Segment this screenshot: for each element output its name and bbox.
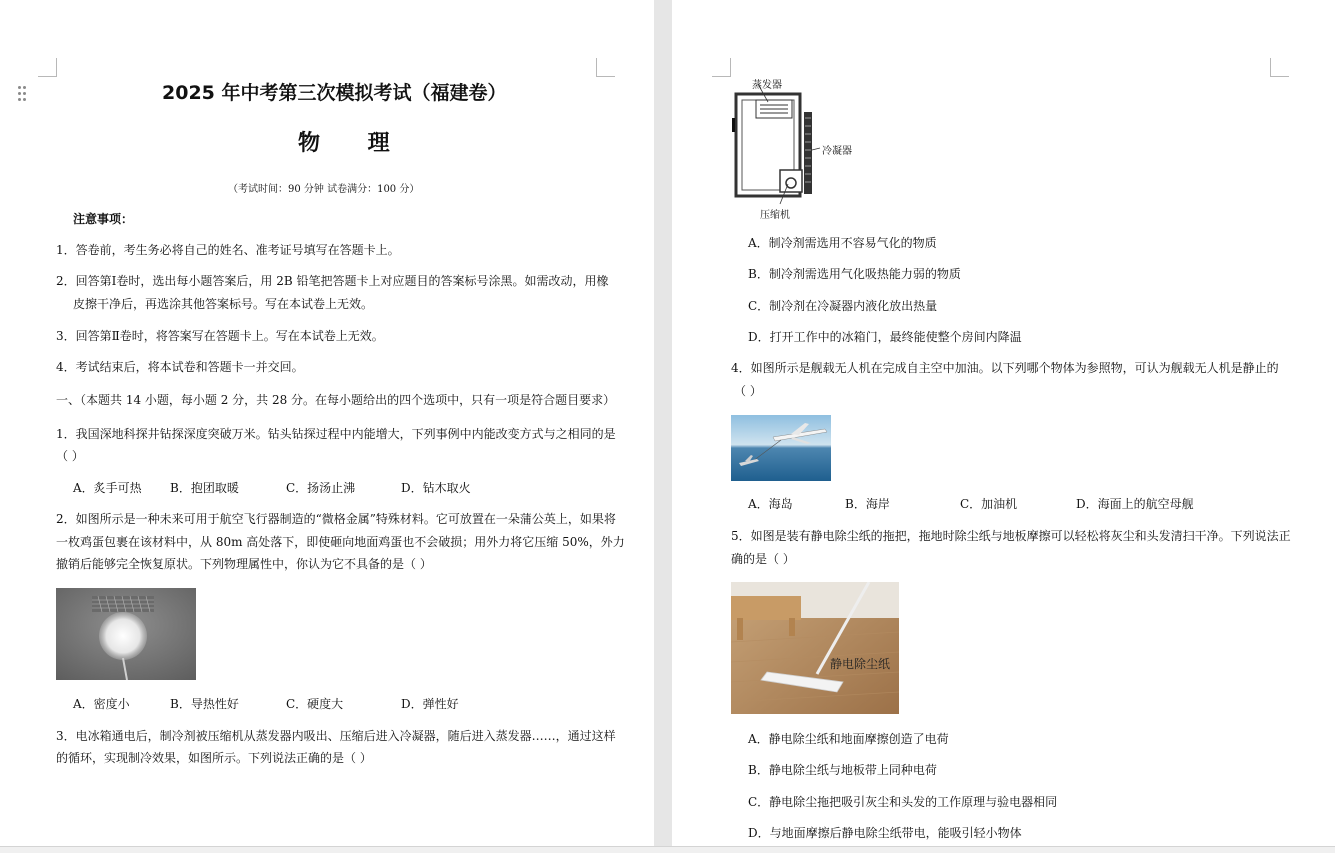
q2-dandelion-photo — [56, 588, 196, 680]
q1-option-c: C．扬汤止沸 — [286, 481, 356, 495]
q1-line-1: 1．我国深地科探井钻探深度突破万米。钻头钻探过程中内能增大，下列事例中内能改变方式与之相同的是 — [56, 427, 616, 441]
notice-2: 2．回答第Ⅰ卷时，选出每小题答案后，用 2B 铅笔把答题卡上对应题目的答案标号涂黑。如需改动，用橡 — [56, 274, 609, 288]
q2-line-3: 撤销后能够完全恢复原状。下列物理属性中，你认为它不具备的是（ ） — [56, 557, 432, 571]
document-page-left — [0, 0, 654, 852]
q5-line-1: 5．如图是装有静电除尘纸的拖把，拖地时除尘纸与地板摩擦可以轻松将灰尘和头发清扫干净。下列说法正 — [731, 529, 1291, 543]
q2-option-b: B．导热性好 — [170, 697, 239, 711]
exam-title: 2025 年中考第三次模拟考试（福建卷） — [162, 82, 507, 104]
subject-title: 物 理 — [298, 130, 410, 156]
margin-corner-top-left — [712, 58, 731, 77]
label-evaporator: 蒸发器 — [752, 80, 782, 91]
q3-option-a: A．制冷剂需选用不容易气化的物质 — [748, 236, 937, 250]
q2-line-2: 一枚鸡蛋包裹在该材料中，从 80m 高处落下，即使砸向地面鸡蛋也不会破损；用外力将它压缩 50%，外力 — [56, 535, 625, 549]
mop-photo-label: 静电除尘纸 — [830, 657, 891, 671]
q4-refueling-photo — [731, 415, 831, 481]
q5-option-d: D．与地面摩擦后静电除尘纸带电，能吸引轻小物体 — [748, 826, 1022, 840]
q1-option-d: D．钻木取火 — [401, 481, 471, 495]
q2-line-1: 2．如图所示是一种未来可用于航空飞行器制造的“微格金属”特殊材料。它可放置在一朵蒲公英上，如果将 — [56, 512, 616, 526]
q5-option-c: C．静电除尘拖把吸引灰尘和头发的工作原理与验电器相同 — [748, 795, 1058, 809]
q1-option-a: A．炙手可热 — [73, 481, 142, 495]
q1-line-2: （ ） — [56, 449, 84, 463]
q2-option-d: D．弹性好 — [401, 697, 459, 711]
drag-handle-icon[interactable] — [18, 86, 28, 102]
q4-option-a: A．海岛 — [748, 497, 793, 511]
q3-option-b: B．制冷剂需选用气化吸热能力弱的物质 — [748, 267, 961, 281]
q5-line-2: 确的是（ ） — [731, 552, 795, 566]
label-compressor: 压缩机 — [760, 210, 790, 221]
q3-option-d: D．打开工作中的冰箱门，最终能使整个房间内降温 — [748, 330, 1022, 344]
q3-line-1: 3．电冰箱通电后，制冷剂被压缩机从蒸发器内吸出、压缩后进入冷凝器，随后进入蒸发器……，通过这样 — [56, 729, 616, 743]
label-condenser: 冷凝器 — [822, 146, 852, 157]
q3-line-2: 的循环，实现制冷效果，如图所示。下列说法正确的是（ ） — [56, 751, 372, 765]
q3-option-c: C．制冷剂在冷凝器内液化放出热量 — [748, 299, 938, 313]
margin-corner-top-left — [38, 58, 57, 77]
q4-line-1: 4．如图所示是舰载无人机在完成自主空中加油。以下列哪个物体为参照物，可认为舰载无人机是静止的 — [731, 361, 1279, 375]
q5-mop-photo — [731, 582, 899, 714]
notice-1: 1．答卷前，考生务必将自己的姓名、准考证号填写在答题卡上。 — [56, 243, 400, 257]
notice-3: 3．回答第Ⅱ卷时，将答案写在答题卡上。写在本试卷上无效。 — [56, 329, 384, 343]
q4-line-2: （ ） — [734, 384, 762, 398]
q1-option-b: B．抱团取暖 — [170, 481, 239, 495]
exam-info: （考试时间：90 分钟 试卷满分：100 分） — [228, 184, 420, 195]
q5-option-a: A．静电除尘纸和地面摩擦创造了电荷 — [748, 732, 949, 746]
notice-2-cont: 皮擦干净后，再选涂其他答案标号。写在本试卷上无效。 — [73, 297, 374, 311]
q2-option-a: A．密度小 — [73, 697, 130, 711]
q4-option-c: C．加油机 — [960, 497, 1018, 511]
q4-option-d: D．海面上的航空母舰 — [1076, 497, 1194, 511]
q5-option-b: B．静电除尘纸与地板带上同种电荷 — [748, 763, 937, 777]
margin-corner-top-right — [1270, 58, 1289, 77]
document-page-right — [672, 0, 1335, 852]
margin-corner-top-right — [596, 58, 615, 77]
q2-option-c: C．硬度大 — [286, 697, 344, 711]
notice-heading: 注意事项： — [73, 212, 134, 226]
section-heading: 一、（本题共 14 小题，每小题 2 分，共 28 分。在每小题给出的四个选项中，只有一项是符合题目要求） — [56, 393, 616, 407]
notice-4: 4．考试结束后，将本试卷和答题卡一并交回。 — [56, 360, 304, 374]
q4-option-b: B．海岸 — [845, 497, 890, 511]
